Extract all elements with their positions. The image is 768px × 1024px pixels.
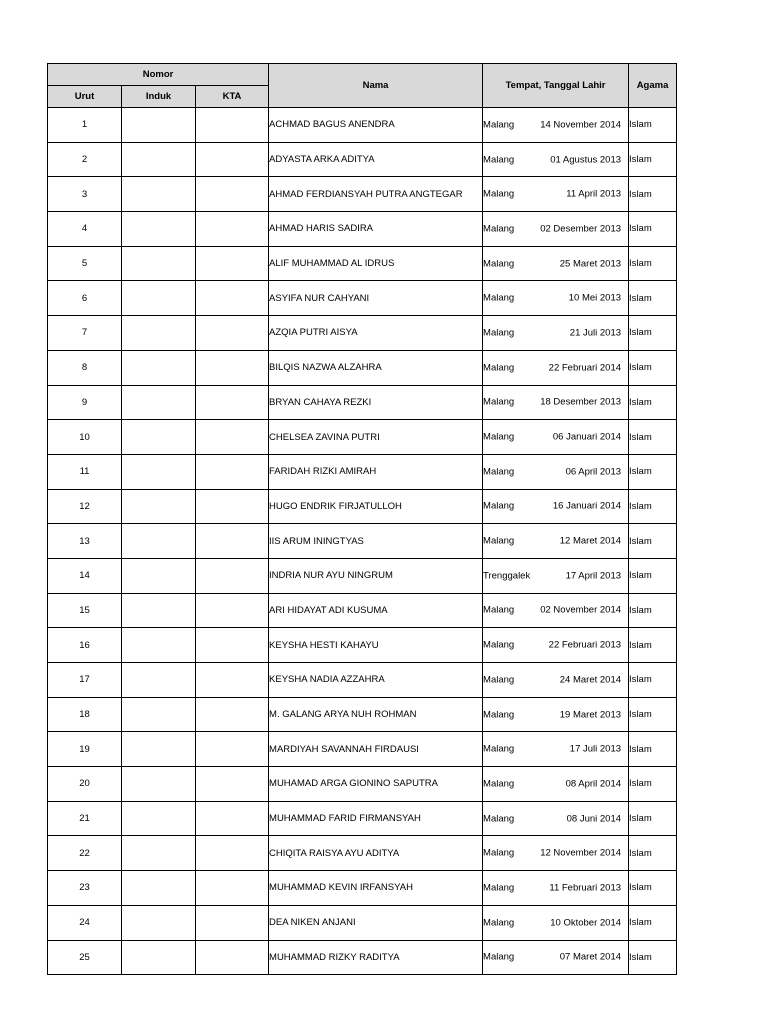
cell-agama: Islam [629, 316, 677, 351]
cell-kta [196, 316, 269, 351]
cell-agama: Islam [629, 871, 677, 906]
cell-tempat-tanggal-lahir [483, 420, 629, 455]
cell-urut: 16 [48, 628, 122, 663]
cell-induk [122, 836, 196, 871]
tanggal-lahir: 12 November 2014 [540, 847, 622, 859]
cell-nama: MUHAMMAD FARID FIRMANSYAH [269, 801, 483, 836]
cell-agama: Islam [629, 697, 677, 732]
cell-tempat-tanggal-lahir [483, 663, 629, 698]
cell-kta [196, 663, 269, 698]
cell-nama: HUGO ENDRIK FIRJATULLOH [269, 489, 483, 524]
table-row [48, 871, 677, 906]
header-nomor: Nomor [48, 64, 269, 86]
cell-induk [122, 316, 196, 351]
cell-agama: Islam [629, 489, 677, 524]
cell-nama: AZQIA PUTRI AISYA [269, 316, 483, 351]
cell-urut: 21 [48, 801, 122, 836]
cell-nama: INDRIA NUR AYU NINGRUM [269, 558, 483, 593]
cell-agama: Islam [629, 385, 677, 420]
cell-tempat-tanggal-lahir [483, 697, 629, 732]
cell-nama: ACHMAD BAGUS ANENDRA [269, 108, 483, 143]
cell-kta [196, 108, 269, 143]
header-urut: Urut [48, 86, 122, 108]
tempat-lahir: Malang [483, 188, 515, 200]
cell-urut: 24 [48, 905, 122, 940]
cell-induk [122, 871, 196, 906]
tanggal-lahir: 07 Maret 2014 [559, 951, 622, 963]
cell-urut: 6 [48, 281, 122, 316]
cell-agama: Islam [629, 177, 677, 212]
tanggal-lahir: 22 Februari 2014 [548, 362, 622, 374]
cell-induk [122, 940, 196, 975]
table-row [48, 663, 677, 698]
cell-kta [196, 940, 269, 975]
tempat-lahir: Malang [483, 778, 515, 790]
tempat-lahir: Malang [483, 396, 515, 408]
cell-nama: KEYSHA HESTI KAHAYU [269, 628, 483, 663]
cell-agama: Islam [629, 663, 677, 698]
cell-induk [122, 212, 196, 247]
cell-tempat-tanggal-lahir [483, 558, 629, 593]
tanggal-lahir: 10 Oktober 2014 [550, 917, 622, 929]
cell-agama: Islam [629, 628, 677, 663]
table-row [48, 454, 677, 489]
cell-agama: Islam [629, 420, 677, 455]
cell-induk [122, 281, 196, 316]
cell-agama: Islam [629, 350, 677, 385]
cell-kta [196, 246, 269, 281]
cell-tempat-tanggal-lahir [483, 385, 629, 420]
tanggal-lahir: 19 Maret 2013 [559, 709, 622, 721]
cell-kta [196, 385, 269, 420]
cell-nama: ADYASTA ARKA ADITYA [269, 142, 483, 177]
cell-urut: 13 [48, 524, 122, 559]
cell-nama: ARI HIDAYAT ADI KUSUMA [269, 593, 483, 628]
cell-urut: 11 [48, 454, 122, 489]
cell-induk [122, 593, 196, 628]
tanggal-lahir: 25 Maret 2013 [559, 258, 622, 270]
cell-nama: CHELSEA ZAVINA PUTRI [269, 420, 483, 455]
header-agama: Agama [629, 64, 677, 108]
tempat-lahir: Malang [483, 882, 515, 894]
cell-induk [122, 524, 196, 559]
tempat-lahir: Malang [483, 431, 515, 443]
table-row [48, 524, 677, 559]
table-row [48, 940, 677, 975]
cell-nama: MUHAMAD ARGA GIONINO SAPUTRA [269, 767, 483, 802]
tanggal-lahir: 11 Februari 2013 [549, 882, 622, 894]
cell-agama: Islam [629, 524, 677, 559]
table-row [48, 420, 677, 455]
header-tempat-tanggal-lahir: Tempat, Tanggal Lahir [483, 64, 629, 108]
cell-tempat-tanggal-lahir [483, 905, 629, 940]
cell-kta [196, 732, 269, 767]
table-row [48, 142, 677, 177]
cell-tempat-tanggal-lahir [483, 628, 629, 663]
cell-tempat-tanggal-lahir [483, 454, 629, 489]
cell-induk [122, 350, 196, 385]
tempat-lahir: Malang [483, 604, 515, 616]
cell-tempat-tanggal-lahir [483, 350, 629, 385]
cell-nama: M. GALANG ARYA NUH ROHMAN [269, 697, 483, 732]
header-nama: Nama [269, 64, 483, 108]
cell-urut: 8 [48, 350, 122, 385]
cell-induk [122, 558, 196, 593]
cell-nama: AHMAD HARIS SADIRA [269, 212, 483, 247]
cell-urut: 10 [48, 420, 122, 455]
tanggal-lahir: 11 April 2013 [566, 188, 622, 200]
cell-agama: Islam [629, 246, 677, 281]
cell-induk [122, 628, 196, 663]
table-row [48, 767, 677, 802]
cell-agama: Islam [629, 142, 677, 177]
table-row [48, 489, 677, 524]
tanggal-lahir: 06 April 2013 [565, 466, 622, 478]
tempat-lahir: Malang [483, 847, 515, 859]
table-row [48, 212, 677, 247]
cell-nama: MUHAMMAD RIZKY RADITYA [269, 940, 483, 975]
cell-kta [196, 454, 269, 489]
cell-kta [196, 697, 269, 732]
cell-tempat-tanggal-lahir [483, 246, 629, 281]
cell-agama: Islam [629, 454, 677, 489]
cell-urut: 17 [48, 663, 122, 698]
tempat-lahir: Malang [483, 709, 515, 721]
cell-tempat-tanggal-lahir [483, 732, 629, 767]
cell-tempat-tanggal-lahir [483, 212, 629, 247]
cell-urut: 12 [48, 489, 122, 524]
cell-induk [122, 905, 196, 940]
cell-urut: 19 [48, 732, 122, 767]
cell-induk [122, 108, 196, 143]
cell-tempat-tanggal-lahir [483, 524, 629, 559]
cell-induk [122, 489, 196, 524]
tempat-lahir: Malang [483, 917, 515, 929]
cell-kta [196, 281, 269, 316]
tanggal-lahir: 18 Desember 2013 [540, 396, 622, 408]
cell-urut: 4 [48, 212, 122, 247]
cell-agama: Islam [629, 281, 677, 316]
cell-tempat-tanggal-lahir [483, 177, 629, 212]
cell-kta [196, 836, 269, 871]
tempat-lahir: Malang [483, 258, 515, 270]
tempat-lahir: Malang [483, 639, 515, 651]
tempat-lahir: Malang [483, 743, 515, 755]
cell-induk [122, 420, 196, 455]
cell-kta [196, 420, 269, 455]
tanggal-lahir: 08 Juni 2014 [566, 813, 622, 825]
tempat-lahir: Malang [483, 466, 515, 478]
tempat-lahir: Malang [483, 535, 515, 547]
tempat-lahir: Malang [483, 813, 515, 825]
cell-agama: Islam [629, 836, 677, 871]
cell-agama: Islam [629, 732, 677, 767]
cell-urut: 15 [48, 593, 122, 628]
cell-urut: 2 [48, 142, 122, 177]
table-row [48, 108, 677, 143]
cell-nama: ALIF MUHAMMAD AL IDRUS [269, 246, 483, 281]
table-row [48, 316, 677, 351]
tanggal-lahir: 10 Mei 2013 [568, 292, 622, 304]
header-row-1 [48, 64, 677, 86]
cell-induk [122, 454, 196, 489]
tempat-lahir: Malang [483, 951, 515, 963]
cell-kta [196, 212, 269, 247]
cell-tempat-tanggal-lahir [483, 108, 629, 143]
cell-tempat-tanggal-lahir [483, 940, 629, 975]
cell-nama: ASYIFA NUR CAHYANI [269, 281, 483, 316]
tanggal-lahir: 02 November 2014 [540, 604, 622, 616]
cell-nama: AHMAD FERDIANSYAH PUTRA ANGTEGAR [269, 177, 483, 212]
header-kta: KTA [196, 86, 269, 108]
tempat-lahir: Malang [483, 223, 515, 235]
cell-tempat-tanggal-lahir [483, 281, 629, 316]
tempat-lahir: Malang [483, 327, 515, 339]
tanggal-lahir: 21 Juli 2013 [569, 327, 622, 339]
cell-urut: 23 [48, 871, 122, 906]
table-row [48, 697, 677, 732]
cell-agama: Islam [629, 905, 677, 940]
table-row [48, 732, 677, 767]
cell-tempat-tanggal-lahir [483, 871, 629, 906]
cell-nama: IIS ARUM ININGTYAS [269, 524, 483, 559]
cell-urut: 14 [48, 558, 122, 593]
cell-kta [196, 177, 269, 212]
cell-kta [196, 767, 269, 802]
cell-tempat-tanggal-lahir [483, 836, 629, 871]
tanggal-lahir: 02 Desember 2013 [540, 223, 622, 235]
cell-tempat-tanggal-lahir [483, 142, 629, 177]
cell-kta [196, 593, 269, 628]
cell-agama: Islam [629, 801, 677, 836]
table-row [48, 558, 677, 593]
cell-induk [122, 246, 196, 281]
tanggal-lahir: 16 Januari 2014 [552, 500, 622, 512]
tanggal-lahir: 14 November 2014 [540, 119, 622, 131]
cell-urut: 9 [48, 385, 122, 420]
table-row [48, 281, 677, 316]
tanggal-lahir: 17 April 2013 [565, 570, 622, 582]
tempat-lahir: Malang [483, 119, 515, 131]
cell-kta [196, 350, 269, 385]
table-row [48, 246, 677, 281]
tanggal-lahir: 12 Maret 2014 [559, 535, 622, 547]
tempat-lahir: Malang [483, 154, 515, 166]
cell-urut: 25 [48, 940, 122, 975]
cell-urut: 3 [48, 177, 122, 212]
cell-nama: CHIQITA RAISYA AYU ADITYA [269, 836, 483, 871]
tempat-lahir: Malang [483, 500, 515, 512]
tanggal-lahir: 01 Agustus 2013 [550, 154, 622, 166]
cell-kta [196, 905, 269, 940]
tanggal-lahir: 06 Januari 2014 [552, 431, 622, 443]
table-row [48, 628, 677, 663]
tempat-lahir: Trenggalek [483, 570, 531, 582]
cell-induk [122, 697, 196, 732]
cell-agama: Islam [629, 108, 677, 143]
cell-induk [122, 385, 196, 420]
cell-kta [196, 871, 269, 906]
table-row [48, 836, 677, 871]
cell-induk [122, 663, 196, 698]
cell-induk [122, 801, 196, 836]
cell-agama: Islam [629, 940, 677, 975]
cell-tempat-tanggal-lahir [483, 316, 629, 351]
cell-kta [196, 142, 269, 177]
cell-urut: 18 [48, 697, 122, 732]
cell-nama: KEYSHA NADIA AZZAHRA [269, 663, 483, 698]
tanggal-lahir: 22 Februari 2013 [548, 639, 622, 651]
cell-agama: Islam [629, 558, 677, 593]
cell-kta [196, 801, 269, 836]
tempat-lahir: Malang [483, 362, 515, 374]
tempat-lahir: Malang [483, 292, 515, 304]
cell-nama: MARDIYAH SAVANNAH FIRDAUSI [269, 732, 483, 767]
cell-urut: 5 [48, 246, 122, 281]
header-induk: Induk [122, 86, 196, 108]
cell-induk [122, 732, 196, 767]
table-row [48, 350, 677, 385]
cell-agama: Islam [629, 212, 677, 247]
cell-urut: 22 [48, 836, 122, 871]
cell-kta [196, 524, 269, 559]
tempat-lahir: Malang [483, 674, 515, 686]
cell-induk [122, 142, 196, 177]
cell-kta [196, 628, 269, 663]
student-table [47, 63, 677, 975]
table-row [48, 905, 677, 940]
table-row [48, 177, 677, 212]
cell-tempat-tanggal-lahir [483, 593, 629, 628]
cell-tempat-tanggal-lahir [483, 767, 629, 802]
cell-agama: Islam [629, 767, 677, 802]
cell-induk [122, 767, 196, 802]
cell-kta [196, 489, 269, 524]
cell-nama: BILQIS NAZWA ALZAHRA [269, 350, 483, 385]
cell-nama: BRYAN CAHAYA REZKI [269, 385, 483, 420]
table-row [48, 385, 677, 420]
tanggal-lahir: 08 April 2014 [565, 778, 622, 790]
cell-nama: MUHAMMAD KEVIN IRFANSYAH [269, 871, 483, 906]
cell-nama: DEA NIKEN ANJANI [269, 905, 483, 940]
cell-tempat-tanggal-lahir [483, 801, 629, 836]
cell-kta [196, 558, 269, 593]
cell-tempat-tanggal-lahir [483, 489, 629, 524]
tanggal-lahir: 17 Juli 2013 [569, 743, 622, 755]
tanggal-lahir: 24 Maret 2014 [559, 674, 622, 686]
cell-urut: 1 [48, 108, 122, 143]
table-row [48, 593, 677, 628]
cell-agama: Islam [629, 593, 677, 628]
table-row [48, 801, 677, 836]
cell-nama: FARIDAH RIZKI AMIRAH [269, 454, 483, 489]
cell-urut: 20 [48, 767, 122, 802]
cell-urut: 7 [48, 316, 122, 351]
cell-induk [122, 177, 196, 212]
